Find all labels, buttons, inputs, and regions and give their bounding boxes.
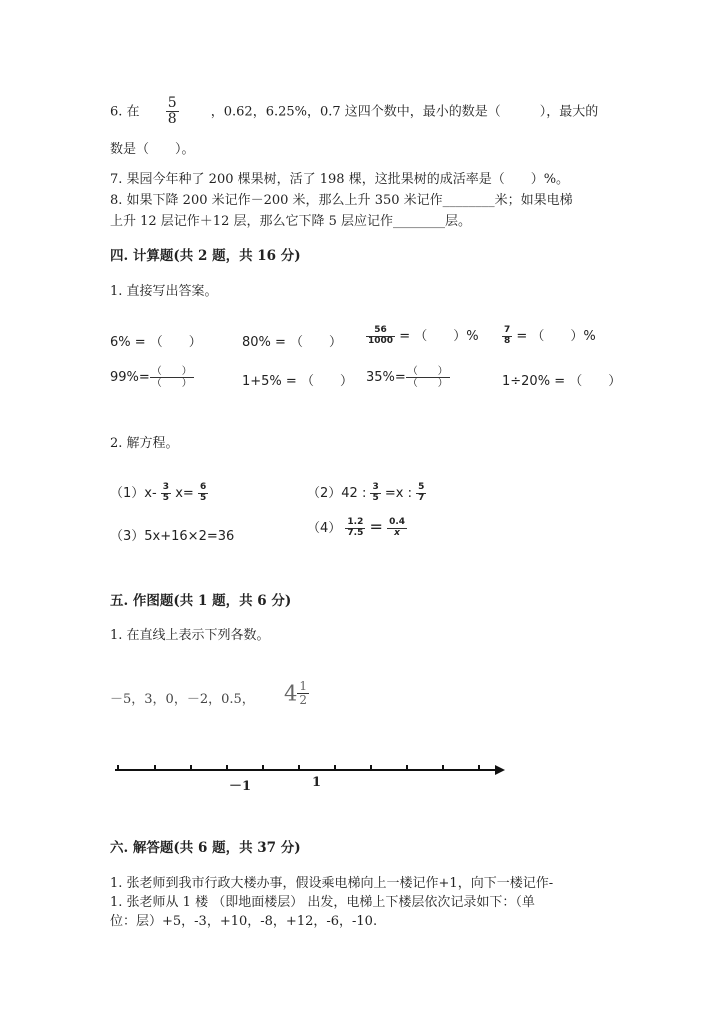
q6-suffix: ，0.62，6.25%，0.7 这四个数中，最小的数是（ ），最大的 <box>210 104 599 120</box>
eq1-frac1 <box>161 483 171 504</box>
calc-35pct-num: （ ） <box>407 366 448 377</box>
mixed-number <box>284 680 309 707</box>
equation-4 <box>307 517 407 539</box>
eq2-f1-num: 3 <box>372 482 379 493</box>
q6-line2: 数是（ ）。 <box>110 142 195 157</box>
eq2-f2-den: 7 <box>418 493 425 503</box>
q6-prefix: 6. 在 <box>110 104 140 120</box>
calc-99pct-left: 99%= <box>110 370 150 385</box>
calc-8-den: 8 <box>504 336 511 346</box>
mixed-den: 2 <box>299 693 308 708</box>
q8-line2: 上升 12 层记作＋12 层，那么它下降 5 层应记作________层。 <box>110 214 472 229</box>
calc-1000-den: 1000 <box>368 336 394 346</box>
section6-q1-line1: 1. 张老师到我市行政大楼办事，假设乘电梯向上一楼记作+1，向下一楼记作- <box>110 876 554 891</box>
eq4-frac1 <box>345 518 365 539</box>
calc-6pct: 6% = （ ） <box>110 335 202 350</box>
mixed-frac <box>297 680 309 707</box>
calc-35pct-frac <box>406 366 450 389</box>
q6-frac-num: 5 <box>167 95 177 111</box>
label-neg1: －1 <box>229 779 252 794</box>
eq2-frac2 <box>416 483 426 504</box>
eq1-f2-num: 6 <box>199 482 207 493</box>
calc-80pct: 80% = （ ） <box>242 335 343 350</box>
number-line-arrow-icon <box>495 765 505 775</box>
calc-56-1000-frac <box>366 326 395 347</box>
mixed-num: 1 <box>299 679 308 693</box>
section6-q1-line3: 位：层）+5，-3，+10，-8，+12，-6，-10. <box>110 914 378 929</box>
q6-frac-den: 8 <box>167 111 177 128</box>
eq1-f2-den: 5 <box>199 493 207 503</box>
numbers-list: －5，3，0，－2，0.5， <box>110 692 255 707</box>
eq1-frac2 <box>198 483 208 504</box>
eq4-label: （4） <box>307 521 342 536</box>
eq4-f2-num: 0.4 <box>389 517 406 528</box>
calc-7-8-frac <box>502 326 512 347</box>
eq2-frac1 <box>370 483 380 504</box>
mixed-whole: 4 <box>284 681 298 706</box>
eq4-f1-den: 7.5 <box>347 528 364 538</box>
calc-7-8-right: = （ ）% <box>516 329 596 344</box>
calc-7-num: 7 <box>504 325 511 336</box>
calc-56-num: 56 <box>366 326 395 337</box>
eq1-f1-den: 5 <box>162 493 170 503</box>
q6-fraction <box>166 96 179 128</box>
calc-7-8 <box>502 325 596 347</box>
eq4-f2-den: x <box>394 528 400 538</box>
calc-1plus5pct: 1+5% = （ ） <box>242 374 353 389</box>
calc-35pct <box>366 366 450 389</box>
eq2-mid: =x : <box>384 486 412 501</box>
section4-q2-title: 2. 解方程。 <box>110 436 179 451</box>
label-pos1: 1 <box>312 775 322 790</box>
eq2-f1-den: 5 <box>372 493 379 503</box>
q8-line1: 8. 如果下降 200 米记作－200 米，那么上升 350 米记作________米；如果电梯 <box>110 193 573 208</box>
eq4-mid: = <box>369 517 383 536</box>
section4-q1-title: 1. 直接写出答案。 <box>110 284 218 299</box>
calc-99pct <box>110 366 194 389</box>
calc-56-1000-right: = （ ）% <box>399 329 479 344</box>
calc-56-1000 <box>366 325 479 347</box>
calc-99pct-den: （ ） <box>151 378 192 389</box>
eq1-label: （1）x- <box>110 486 157 501</box>
calc-35pct-den: （ ） <box>407 378 448 389</box>
equation-1 <box>110 482 208 504</box>
eq2-f2-num: 5 <box>418 482 425 493</box>
section6-q1-line2: 1. 张老师从 1 楼 （即地面楼层） 出发，电梯上下楼层依次记录如下：（单 <box>110 895 535 910</box>
q6-line1 <box>110 96 598 128</box>
calc-99pct-frac <box>150 366 194 389</box>
number-line <box>110 755 510 795</box>
calc-99pct-num: （ ） <box>151 366 192 377</box>
q7-text: 7. 果园今年种了 200 棵果树，活了 198 棵，这批果树的成活率是（ ）%。 <box>110 172 570 187</box>
equation-3: （3）5x+16×2=36 <box>110 529 235 544</box>
eq4-frac2 <box>387 518 407 539</box>
calc-1div20pct: 1÷20% = （ ） <box>502 374 622 389</box>
section4-title: 四. 计算题(共 2 题，共 16 分) <box>110 248 301 264</box>
section6-title: 六. 解答题(共 6 题，共 37 分) <box>110 840 301 856</box>
eq1-mid: x= <box>175 486 194 501</box>
eq2-label: （2）42 : <box>307 486 367 501</box>
section5-q1-title: 1. 在直线上表示下列各数。 <box>110 628 270 643</box>
calc-35pct-left: 35%= <box>366 370 406 385</box>
eq4-f1-num: 1.2 <box>347 517 364 528</box>
equation-2 <box>307 482 426 504</box>
eq1-f1-num: 3 <box>162 482 170 493</box>
section5-title: 五. 作图题(共 1 题，共 6 分) <box>110 593 292 609</box>
